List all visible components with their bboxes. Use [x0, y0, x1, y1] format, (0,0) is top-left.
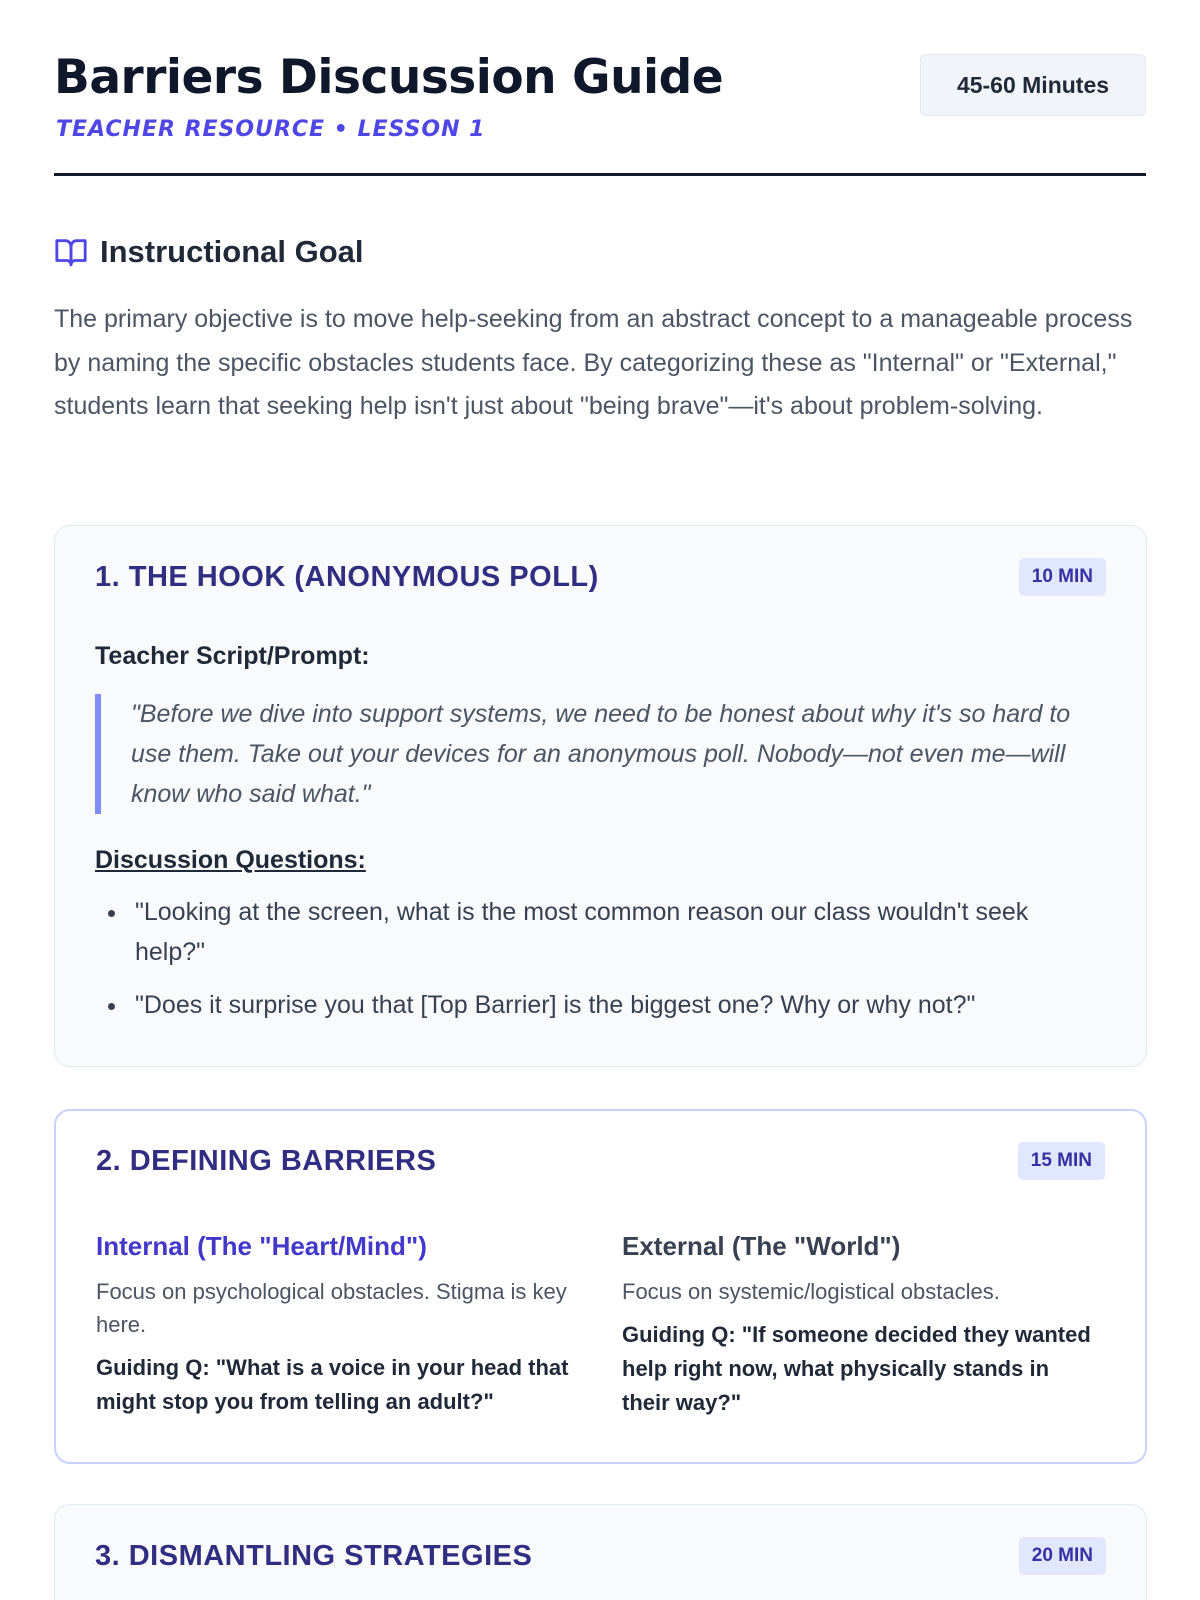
book-open-icon [54, 235, 88, 269]
section-defining-card [54, 1109, 1147, 1464]
duration-badge: 45-60 Minutes [920, 54, 1146, 116]
internal-barriers-column [96, 1229, 576, 1419]
section-strategies-header [95, 1537, 1106, 1575]
section-hook-card [54, 525, 1147, 1067]
section-title: 2. DEFINING BARRIERS [96, 1144, 437, 1177]
document-subtitle: TEACHER RESOURCE • LESSON 1 [56, 117, 486, 142]
goal-text: The primary objective is to move help-seeking from an abstract concept to a manageable process by naming the specific obstacles students face. By categorizing these as "Internal" or "External," students learn that seeking help isn't just about "being brave"—it's about problem-solving. [54, 305, 1133, 420]
time-badge: 20 MIN [1019, 1537, 1106, 1575]
section-defining-header [96, 1142, 1105, 1180]
list-item: "Does it surprise you that [Top Barrier] is the biggest one? Why or why not?" [95, 985, 1105, 1025]
teacher-script-quote: "Before we dive into support systems, we need to be honest about why it's so hard to use them. Take out your devices for an anonymous poll. Nobody—not even me—will know who said what." [95, 694, 1105, 814]
list-item: "Looking at the screen, what is the most common reason our class wouldn't seek help?" [95, 892, 1105, 972]
goal-title: Instructional Goal [100, 234, 364, 269]
external-barriers-column [622, 1229, 1102, 1420]
internal-description: Focus on psychological obstacles. Stigma is key here. [96, 1279, 567, 1337]
section-title: 3. DISMANTLING STRATEGIES [95, 1539, 533, 1572]
document-header [54, 0, 1146, 176]
time-badge: 10 MIN [1019, 558, 1106, 596]
internal-title: Internal (The "Heart/Mind") [96, 1231, 427, 1261]
section-hook-header [95, 558, 1106, 596]
section-strategies-card [54, 1504, 1147, 1600]
external-title: External (The "World") [622, 1231, 901, 1261]
external-description: Focus on systemic/logistical obstacles. [622, 1279, 1000, 1304]
internal-guiding-question: Guiding Q: "What is a voice in your head that might stop you from telling an adult?" [96, 1355, 569, 1414]
section-title: 1. THE HOOK (ANONYMOUS POLL) [95, 560, 599, 593]
script-label: Teacher Script/Prompt: [95, 642, 370, 670]
time-badge: 15 MIN [1018, 1142, 1105, 1180]
external-guiding-question: Guiding Q: "If someone decided they wanted help right now, what physically stands in their way?" [622, 1322, 1091, 1415]
goal-heading [54, 234, 364, 270]
discussion-questions-label: Discussion Questions: [95, 846, 366, 874]
document-title: Barriers Discussion Guide [54, 50, 724, 105]
discussion-questions-list [95, 892, 1105, 1038]
